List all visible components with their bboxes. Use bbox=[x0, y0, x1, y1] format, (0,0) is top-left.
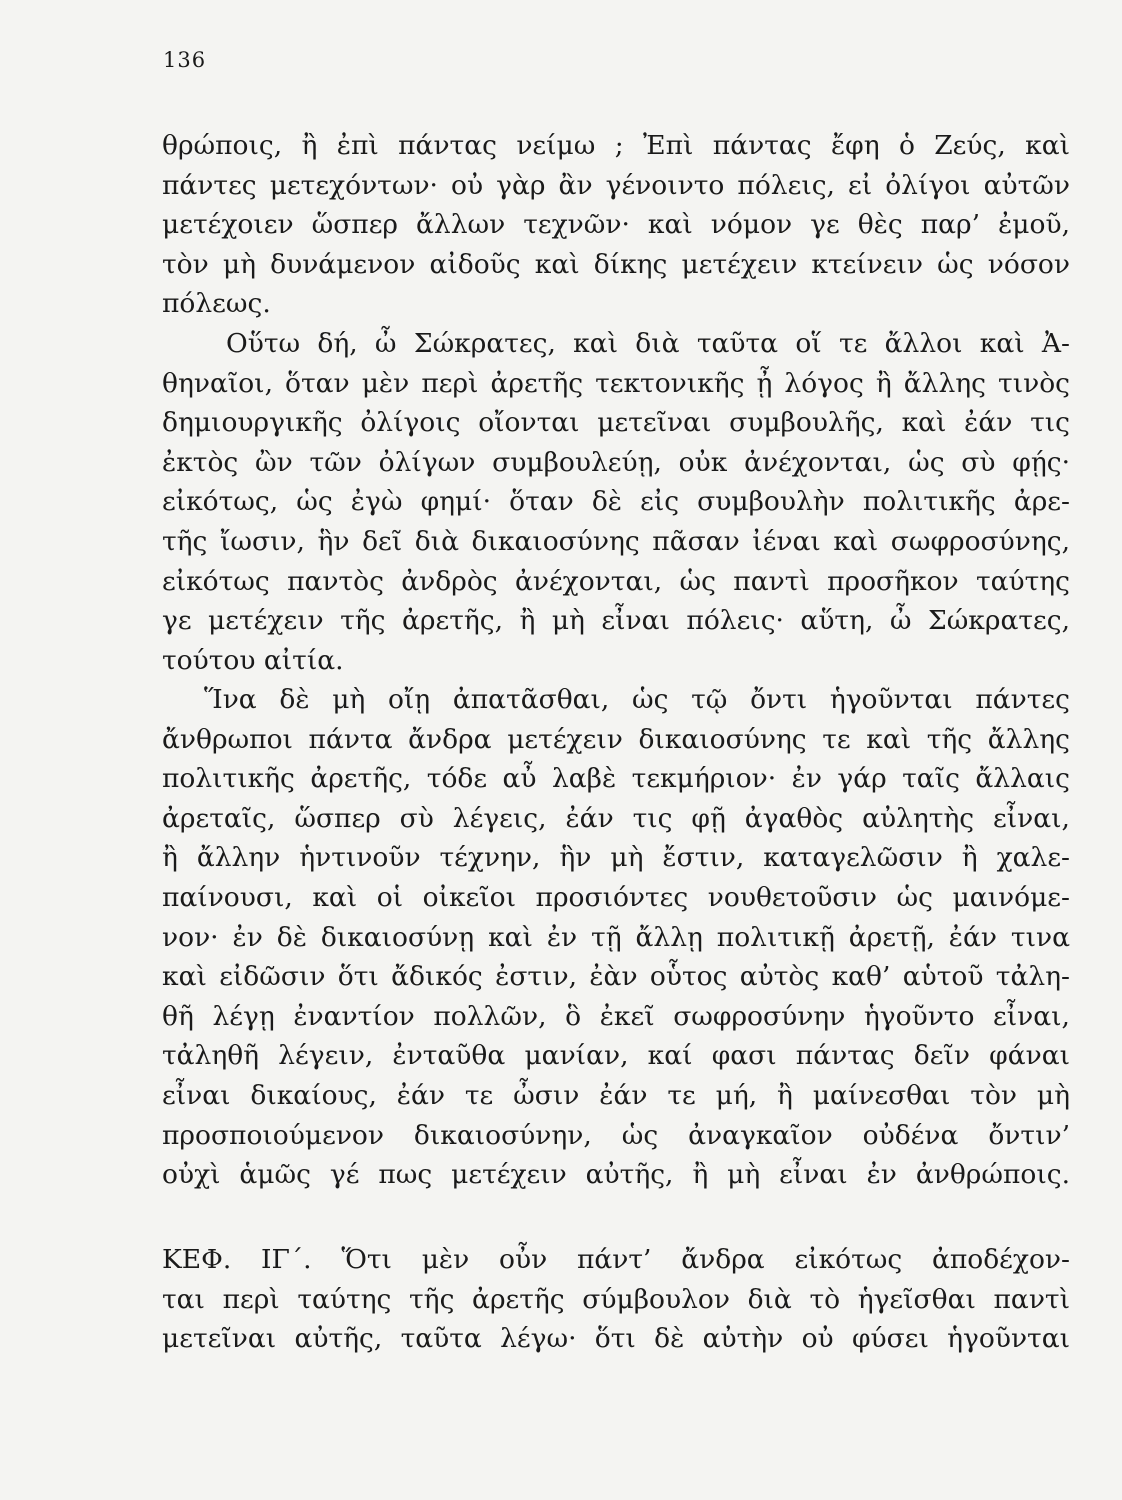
chapter-paragraph bbox=[162, 1240, 1070, 1359]
text-line: τἀληθῆ λέγειν, ἐνταῦθα μανίαν, καί φασι πάντας δεῖν φάναι bbox=[162, 1040, 1070, 1072]
text-line: τούτου αἰτία. bbox=[162, 644, 344, 676]
text-line: μετεῖναι αὐτῆς, ταῦτα λέγω· ὅτι δὲ αὐτὴν οὐ φύσει ἡγοῦνται bbox=[162, 1323, 1070, 1355]
text-line: παίνουσι, καὶ οἱ οἰκεῖοι προσιόντες νουθετοῦσιν ὡς μαινόμε- bbox=[162, 881, 1070, 913]
text-line: θῆ λέγῃ ἐναντίον πολλῶν, ὃ ἐκεῖ σωφροσύνην ἡγοῦντο εἶναι, bbox=[162, 1000, 1070, 1032]
text-line: τῆς ἴωσιν, ἣν δεῖ διὰ δικαιοσύνης πᾶσαν ἰέναι καὶ σωφροσύνης, bbox=[162, 525, 1070, 557]
text-line: οὐχὶ ἁμῶς γέ πως μετέχειν αὐτῆς, ἢ μὴ εἶναι ἐν ἀνθρώποις. bbox=[162, 1159, 1070, 1191]
text-line: μετέχοιεν ὥσπερ ἄλλων τεχνῶν· καὶ νόμον γε θὲς παρ’ ἐμοῦ, bbox=[162, 209, 1070, 241]
text-line: τὸν μὴ δυνάμενον αἰδοῦς καὶ δίκης μετέχειν κτείνειν ὡς νόσον bbox=[162, 248, 1070, 280]
text-line: Ἵνα δὲ μὴ οἴῃ ἀπατᾶσθαι, ὡς τῷ ὄντι ἡγοῦνται πάντες bbox=[204, 684, 1070, 715]
text-line: θηναῖοι, ὅταν μὲν περὶ ἀρετῆς τεκτονικῆς ᾖ λόγος ἢ ἄλλης τινὸς bbox=[162, 367, 1070, 399]
text-line: πάντες μετεχόντων· οὐ γὰρ ἂν γένοιντο πόλεις, εἰ ὀλίγοι αὐτῶν bbox=[162, 169, 1070, 201]
paragraph-3 bbox=[162, 680, 1070, 1195]
text-line: ἐκτὸς ὢν τῶν ὀλίγων συμβουλεύῃ, οὐκ ἀνέχονται, ὡς σὺ φῄς· bbox=[162, 446, 1070, 478]
text-line: δημιουργικῆς ὀλίγοις οἴονται μετεῖναι συμβουλῆς, καὶ ἐάν τις bbox=[162, 407, 1070, 439]
text-line: πολιτικῆς ἀρετῆς, τόδε αὖ λαβὲ τεκμήριον· ἐν γάρ ταῖς ἄλλαις bbox=[162, 763, 1070, 795]
page-number: 136 bbox=[163, 48, 207, 72]
text-line: εἰκότως παντὸς ἀνδρὸς ἀνέχονται, ὡς παντὶ προσῆκον ταύτης bbox=[162, 565, 1070, 597]
text-line: γε μετέχειν τῆς ἀρετῆς, ἢ μὴ εἶναι πόλεις· αὕτη, ὦ Σώκρατες, bbox=[162, 605, 1070, 637]
text-line: προσποιούμενον δικαιοσύνην, ὡς ἀναγκαῖον οὐδένα ὄντιν’ bbox=[162, 1119, 1070, 1151]
text-line: εἶναι δικαίους, ἐάν τε ὦσιν ἐάν τε μή, ἢ μαίνεσθαι τὸν μὴ bbox=[162, 1079, 1070, 1111]
text-line: Οὕτω δή, ὦ Σώκρατες, καὶ διὰ ταῦτα οἵ τε ἄλλοι καὶ Ἀ- bbox=[226, 328, 1070, 359]
text-line: εἰκότως, ὡς ἐγὼ φημί· ὅταν δὲ εἰς συμβουλὴν πολιτικῆς ἀρε- bbox=[162, 486, 1070, 518]
text-line: ται περὶ ταύτης τῆς ἀρετῆς σύμβουλον διὰ τὸ ἡγεῖσθαι παντὶ bbox=[162, 1283, 1070, 1315]
chapter-heading-line: ΚΕΦ. ΙΓ΄. Ὅτι μὲν οὖν πάντ’ ἄνδρα εἰκότως ἀποδέχον- bbox=[162, 1244, 1070, 1275]
text-line: πόλεως. bbox=[162, 288, 271, 320]
text-line: ἢ ἄλλην ἡντινοῦν τέχνην, ἣν μὴ ἔστιν, καταγελῶσιν ἢ χαλε- bbox=[162, 842, 1070, 874]
text-line: καὶ εἰδῶσιν ὅτι ἄδικός ἐστιν, ἐὰν οὗτος αὐτὸς καθ’ αὑτοῦ τἀλη- bbox=[162, 961, 1070, 993]
paragraph-2 bbox=[162, 324, 1070, 680]
paragraph-1 bbox=[162, 126, 1070, 324]
text-line: ἄνθρωποι πάντα ἄνδρα μετέχειν δικαιοσύνης τε καὶ τῆς ἄλλης bbox=[162, 723, 1070, 755]
text-line: θρώποις, ἢ ἐπὶ πάντας νείμω ; Ἐπὶ πάντας ἔφη ὁ Ζεύς, καὶ bbox=[162, 130, 1070, 161]
text-line: ἀρεταῖς, ὥσπερ σὺ λέγεις, ἐάν τις φῇ ἀγαθὸς αὐλητὴς εἶναι, bbox=[162, 802, 1070, 834]
text-line: νον· ἐν δὲ δικαιοσύνῃ καὶ ἐν τῇ ἄλλῃ πολιτικῇ ἀρετῇ, ἐάν τινα bbox=[162, 921, 1070, 953]
